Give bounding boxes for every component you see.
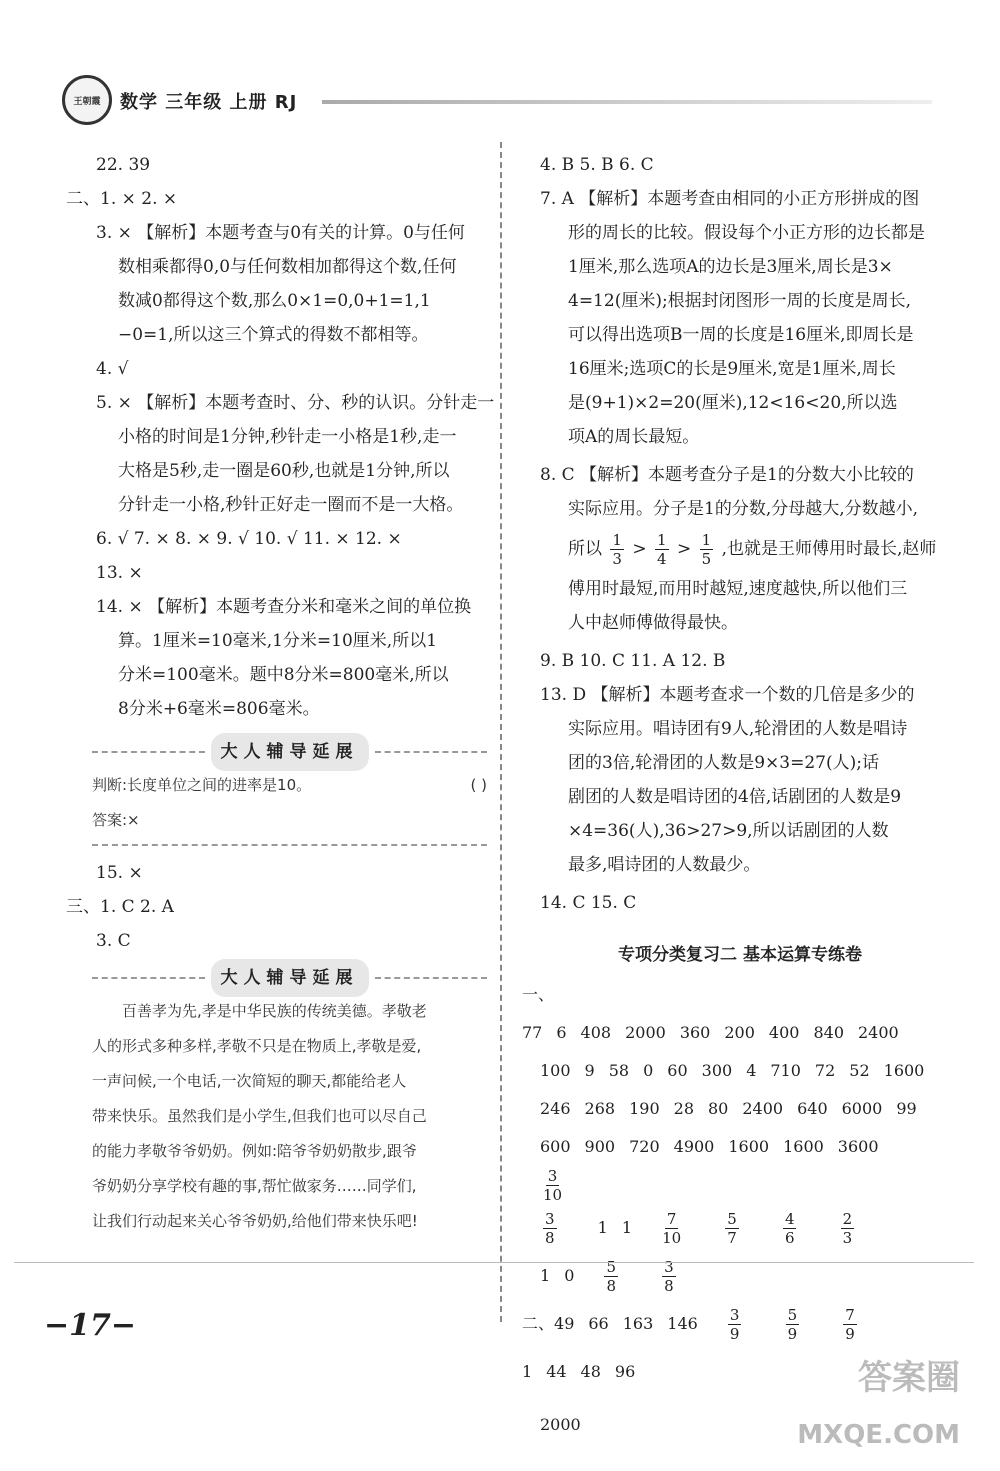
- answer-line: 4=12(厘米);根据封闭图形一周的长度是周长,: [568, 291, 912, 311]
- answer-line: 傅用时最短,而用时越短,速度越快,所以他们三: [568, 579, 908, 599]
- answer-line: 数减0都得这个数,那么0×1=0,0+1=1,1: [118, 291, 431, 311]
- answer-line: 实际应用。唱诗团有9人,轮滑团的人数是唱诗: [568, 719, 908, 739]
- answer-line: 4. B 5. B 6. C: [540, 155, 654, 175]
- answer-line: 13. ×: [96, 563, 143, 583]
- judge-question: 判断:长度单位之间的进率是10。: [92, 776, 312, 794]
- fraction: $\frac{3}{8}$: [545, 1210, 555, 1247]
- essay-line: 的能力孝敬爷爷奶奶。例如:陪爷爷奶奶散步,跟爷: [92, 1142, 417, 1160]
- answer-line: 15. ×: [96, 863, 143, 883]
- answer-line: 8分米+6毫米=806毫米。: [118, 699, 320, 719]
- fraction: $\frac{7}{10}$: [662, 1210, 682, 1247]
- fraction: $\frac{3}{10}$: [543, 1167, 563, 1204]
- essay-line: 一声问候,一个电话,一次简短的聊天,都能给老人: [92, 1072, 407, 1090]
- answer-line: 3. × 【解析】本题考查与0有关的计算。0与任何: [96, 223, 465, 243]
- page-number: −17−: [44, 1308, 137, 1343]
- answer-line: 14. × 【解析】本题考查分米和毫米之间的单位换: [96, 597, 472, 617]
- fraction: $\frac{4}{6}$: [784, 1210, 795, 1247]
- number-row: $\frac{3}{8}$ 1 1 $\frac{7}{10}$ $\frac{5}{7}$ $\frac{4}{6}$ $\frac{2}{3}$ 1 0 $\frac{5}{8}$ $\frac{3}{8}$: [540, 1204, 940, 1300]
- answer-line: 剧团的人数是唱诗团的4倍,话剧团的人数是9: [568, 787, 902, 807]
- answer-line: 数相乘都得0,0与任何数相加都得这个数,任何: [118, 257, 457, 277]
- tutor-extension-box: [92, 736, 487, 846]
- answer-line: 人中赵师傅做得最快。: [568, 613, 738, 633]
- answer-line: 22. 39: [96, 155, 151, 175]
- right-column: [522, 148, 940, 1444]
- left-column: [66, 148, 495, 1239]
- header-rule: [322, 100, 932, 104]
- bottom-rule: [14, 1262, 974, 1263]
- essay-line: 让我们行动起来关心爷爷奶奶,给他们带来快乐吧!: [92, 1212, 418, 1230]
- fraction: $\frac{5}{9}$: [787, 1306, 798, 1343]
- answer-line: 3. C: [96, 931, 131, 951]
- publisher-logo: 王朝霞: [62, 75, 112, 125]
- answer-line: 5. × 【解析】本题考查时、分、秒的认识。分针走一: [96, 393, 495, 413]
- fraction: $\frac{3}{8}$: [664, 1258, 674, 1295]
- answer-line: 团的3倍,轮滑团的人数是9×3=27(人);话: [568, 753, 879, 773]
- answer-line: ×4=36(人),36>27>9,所以话剧团的人数: [568, 821, 889, 841]
- box-label: 大人辅导延展: [211, 733, 369, 771]
- judge-answer: 答案:×: [92, 811, 140, 829]
- essay-line: 人的形式多种多样,孝敬不只是在物质上,孝敬是爱,: [92, 1037, 422, 1055]
- fraction: $\frac{5}{7}$: [727, 1210, 737, 1247]
- answer-line: 8. C 【解析】本题考查分子是1的分数大小比较的: [540, 465, 914, 485]
- answer-line: 分针走一小格,秒针正好走一圈而不是一大格。: [118, 495, 464, 515]
- answer-line: 14. C 15. C: [540, 893, 637, 913]
- number-row: 100 9 58 0 60 300 4 710 72 52 1600: [540, 1061, 925, 1080]
- fraction: $\frac{1}{3}$: [612, 531, 622, 568]
- answer-line: 可以得出选项B一周的长度是16厘米,即周长是: [568, 325, 914, 345]
- section-title: 专项分类复习二 基本运算专练卷: [618, 945, 862, 965]
- answer-line: 二、1. × 2. ×: [66, 189, 178, 209]
- answer-line: −0=1,所以这三个算式的得数不都相等。: [118, 325, 429, 345]
- number-row: 246 268 190 28 80 2400 640 6000 99: [540, 1099, 917, 1118]
- answer-line: 是(9+1)×2=20(厘米),12<16<20,所以选: [568, 393, 898, 413]
- answer-line: 所以 $\frac{1}{3}$ > $\frac{1}{4}$ > $\frac{1}{5}$ ,也就是王师傅用时最长,赵师: [568, 531, 937, 568]
- page-header: [62, 70, 932, 130]
- number-row: 二、49 66 163 146 $\frac{3}{9}$ $\frac{5}{9}$ $\frac{7}{9}$ 1 44 48 96: [522, 1300, 940, 1396]
- answer-line: 最多,唱诗团的人数最少。: [568, 855, 761, 875]
- fraction: $\frac{5}{8}$: [606, 1258, 617, 1295]
- answer-paren: ( ): [470, 776, 487, 794]
- answer-line: 13. D 【解析】本题考查求一个数的几倍是多少的: [540, 685, 915, 705]
- answer-line: 算。1厘米=10毫米,1分米=10厘米,所以1: [118, 631, 438, 651]
- answer-line: 实际应用。分子是1的分数,分母越大,分数越小,: [568, 499, 919, 519]
- box-header: [92, 736, 487, 768]
- answer-line: 大格是5秒,走一圈是60秒,也就是1分钟,所以: [118, 461, 450, 481]
- answer-line: 1厘米,那么选项A的边长是3厘米,周长是3×: [568, 257, 893, 277]
- answer-line: 7. A 【解析】本题考查由相同的小正方形拼成的图: [540, 189, 920, 209]
- number-row: 2000: [540, 1415, 581, 1434]
- answer-line: 9. B 10. C 11. A 12. B: [540, 651, 726, 671]
- number-row: 600 900 720 4900 1600 1600 3600 $\frac{3}{10}$: [540, 1137, 879, 1204]
- answer-line: 16厘米;选项C的长是9厘米,宽是1厘米,周长: [568, 359, 896, 379]
- essay-line: 爷奶奶分享学校有趣的事,帮忙做家务……同学们,: [92, 1177, 417, 1195]
- answer-line: 项A的周长最短。: [568, 427, 700, 447]
- watermark: 答案圈: [858, 1358, 960, 1398]
- fraction: $\frac{3}{9}$: [729, 1306, 740, 1343]
- column-divider: [500, 142, 502, 1322]
- fraction: $\frac{1}{4}$: [657, 531, 667, 568]
- answer-line: 分米=100毫米。题中8分米=800毫米,所以: [118, 665, 449, 685]
- answer-line: 4. √: [96, 359, 129, 379]
- essay-line: 带来快乐。虽然我们是小学生,但我们也可以尽自己: [92, 1107, 427, 1125]
- essay-line: 百善孝为先,孝是中华民族的传统美德。孝敬老: [122, 1002, 427, 1020]
- answer-line: 小格的时间是1分钟,秒针走一小格是1秒,走一: [118, 427, 457, 447]
- box-label: 大人辅导延展: [211, 959, 369, 997]
- answer-line: 三、1. C 2. A: [66, 897, 174, 917]
- book-title: 数学 三年级 上册 RJ: [120, 92, 298, 113]
- fraction: $\frac{1}{5}$: [701, 531, 712, 568]
- fraction: $\frac{2}{3}$: [842, 1210, 853, 1247]
- fraction: $\frac{7}{9}$: [845, 1306, 855, 1343]
- watermark-url: MXQE.COM: [797, 1420, 960, 1450]
- box-header: [92, 962, 487, 994]
- tutor-extension-box: [92, 962, 487, 1239]
- answer-line: 6. √ 7. × 8. × 9. √ 10. √ 11. × 12. ×: [96, 529, 402, 549]
- number-row: 一、77 6 408 2000 360 200 400 840 2400: [522, 985, 899, 1042]
- answer-line: 形的周长的比较。假设每个小正方形的边长都是: [568, 223, 925, 243]
